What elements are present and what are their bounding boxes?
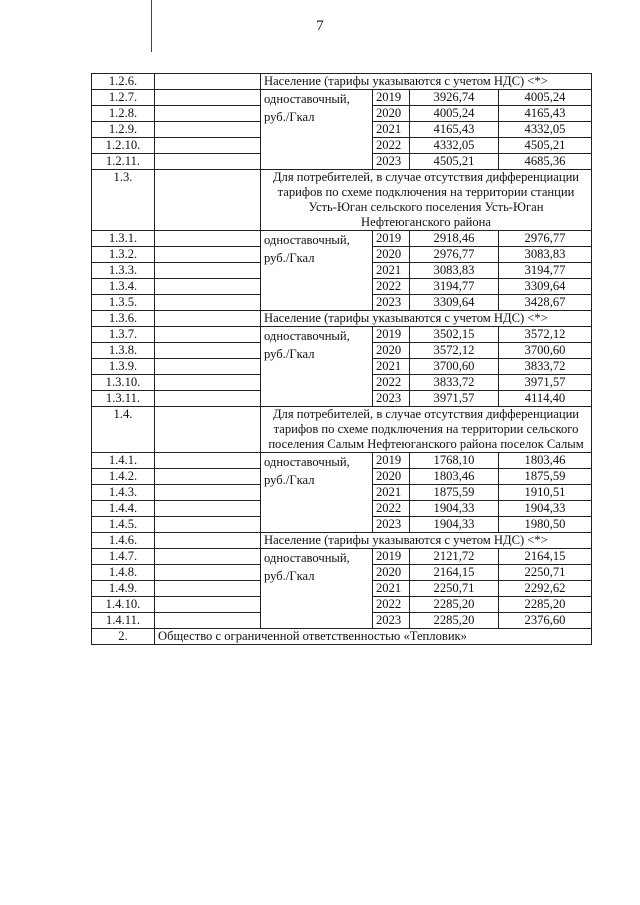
year-cell: 2022 [373, 279, 410, 295]
year-cell: 2020 [373, 343, 410, 359]
empty-cell [155, 359, 261, 375]
organization-name: Общество с ограниченной ответственностью «Тепловик» [155, 629, 592, 645]
heading-row [92, 170, 592, 231]
empty-cell [155, 517, 261, 533]
row-number: 1.3.5. [92, 295, 155, 311]
year-cell: 2019 [373, 549, 410, 565]
empty-cell [155, 549, 261, 565]
tariff-value-first-half: 1803,46 [410, 469, 499, 485]
year-cell: 2023 [373, 295, 410, 311]
year-cell: 2019 [373, 231, 410, 247]
row-number: 1.4.8. [92, 565, 155, 581]
tariff-value-first-half: 1904,33 [410, 501, 499, 517]
tariff-value-second-half: 4114,40 [499, 391, 592, 407]
tariff-value-first-half: 1768,10 [410, 453, 499, 469]
empty-cell [155, 533, 261, 549]
empty-cell [155, 247, 261, 263]
tariff-value-second-half: 1904,33 [499, 501, 592, 517]
row-number: 2. [92, 629, 155, 645]
empty-cell [155, 407, 261, 453]
year-cell: 2019 [373, 453, 410, 469]
row-number: 1.3.8. [92, 343, 155, 359]
row-number: 1.4.6. [92, 533, 155, 549]
tariff-value-first-half: 2918,46 [410, 231, 499, 247]
row-number: 1.3.4. [92, 279, 155, 295]
row-number: 1.2.8. [92, 106, 155, 122]
year-cell: 2021 [373, 581, 410, 597]
year-cell: 2023 [373, 154, 410, 170]
row-number: 1.2.11. [92, 154, 155, 170]
year-cell: 2021 [373, 485, 410, 501]
year-cell: 2023 [373, 517, 410, 533]
row-number: 1.3.11. [92, 391, 155, 407]
unit-label: одноставочный, руб./Гкал [261, 327, 373, 407]
tariff-value-first-half: 1904,33 [410, 517, 499, 533]
tariff-value-second-half: 1910,51 [499, 485, 592, 501]
tariff-row [92, 231, 592, 247]
row-number: 1.4. [92, 407, 155, 453]
row-number: 1.3.10. [92, 375, 155, 391]
tariff-value-first-half: 3926,74 [410, 90, 499, 106]
unit-label: одноставочный, руб./Гкал [261, 231, 373, 311]
tariff-value-second-half: 3700,60 [499, 343, 592, 359]
tariff-table [91, 73, 592, 645]
section-heading: Для потребителей, в случае отсутствия дифференциации тарифов по схеме подключения на территории станции Усть-Юган сельского поселения Усть-Юган Нефтеюганского района [261, 170, 592, 231]
row-number: 1.4.5. [92, 517, 155, 533]
empty-cell [155, 90, 261, 106]
row-number: 1.4.1. [92, 453, 155, 469]
row-number: 1.3.7. [92, 327, 155, 343]
year-cell: 2022 [373, 597, 410, 613]
tariff-value-second-half: 4165,43 [499, 106, 592, 122]
row-number: 1.4.7. [92, 549, 155, 565]
empty-cell [155, 343, 261, 359]
empty-cell [155, 391, 261, 407]
heading-row [92, 74, 592, 90]
empty-cell [155, 485, 261, 501]
year-cell: 2020 [373, 565, 410, 581]
tariff-row [92, 549, 592, 565]
tariff-value-first-half: 2976,77 [410, 247, 499, 263]
year-cell: 2021 [373, 263, 410, 279]
tariff-value-first-half: 2164,15 [410, 565, 499, 581]
tariff-value-first-half: 2285,20 [410, 597, 499, 613]
tariff-value-second-half: 4685,36 [499, 154, 592, 170]
tariff-value-second-half: 2292,62 [499, 581, 592, 597]
heading-row [92, 407, 592, 453]
tariff-value-first-half: 4005,24 [410, 106, 499, 122]
row-number: 1.4.10. [92, 597, 155, 613]
empty-cell [155, 74, 261, 90]
empty-cell [155, 597, 261, 613]
tariff-value-second-half: 1980,50 [499, 517, 592, 533]
unit-label: одноставочный, руб./Гкал [261, 453, 373, 533]
tariff-value-first-half: 2285,20 [410, 613, 499, 629]
empty-cell [155, 295, 261, 311]
row-number: 1.3.1. [92, 231, 155, 247]
section-heading: Население (тарифы указываются с учетом НДС) <*> [261, 74, 592, 90]
tariff-value-first-half: 1875,59 [410, 485, 499, 501]
tariff-value-first-half: 2250,71 [410, 581, 499, 597]
tariff-value-second-half: 3428,67 [499, 295, 592, 311]
empty-cell [155, 154, 261, 170]
row-number: 1.4.9. [92, 581, 155, 597]
unit-label: одноставочный, руб./Гкал [261, 549, 373, 629]
year-cell: 2022 [373, 138, 410, 154]
tariff-value-first-half: 3194,77 [410, 279, 499, 295]
empty-cell [155, 375, 261, 391]
empty-cell [155, 311, 261, 327]
tariff-value-second-half: 2976,77 [499, 231, 592, 247]
row-number: 1.3.9. [92, 359, 155, 375]
tariff-value-first-half: 3971,57 [410, 391, 499, 407]
heading-row [92, 533, 592, 549]
tariff-value-first-half: 3309,64 [410, 295, 499, 311]
tariff-row [92, 453, 592, 469]
tariff-value-second-half: 4505,21 [499, 138, 592, 154]
row-number: 1.2.9. [92, 122, 155, 138]
section-heading: Население (тарифы указываются с учетом НДС) <*> [261, 533, 592, 549]
empty-cell [155, 170, 261, 231]
tariff-value-first-half: 2121,72 [410, 549, 499, 565]
row-number: 1.3. [92, 170, 155, 231]
tariff-value-second-half: 3833,72 [499, 359, 592, 375]
row-number: 1.3.2. [92, 247, 155, 263]
tariff-value-second-half: 2376,60 [499, 613, 592, 629]
tariff-value-second-half: 1803,46 [499, 453, 592, 469]
empty-cell [155, 122, 261, 138]
empty-cell [155, 453, 261, 469]
year-cell: 2020 [373, 106, 410, 122]
organization-row [92, 629, 592, 645]
tariff-value-second-half: 1875,59 [499, 469, 592, 485]
tariff-value-first-half: 4165,43 [410, 122, 499, 138]
empty-cell [155, 501, 261, 517]
unit-label: одноставочный, руб./Гкал [261, 90, 373, 170]
empty-cell [155, 106, 261, 122]
tariff-value-first-half: 4332,05 [410, 138, 499, 154]
year-cell: 2021 [373, 122, 410, 138]
section-heading: Для потребителей, в случае отсутствия дифференциации тарифов по схеме подключения на территории сельского поселения Салым Нефтеюганского района поселок Салым [261, 407, 592, 453]
empty-cell [155, 263, 261, 279]
row-number: 1.3.6. [92, 311, 155, 327]
empty-cell [155, 327, 261, 343]
row-number: 1.2.10. [92, 138, 155, 154]
heading-row [92, 311, 592, 327]
tariff-value-first-half: 3700,60 [410, 359, 499, 375]
row-number: 1.4.2. [92, 469, 155, 485]
empty-cell [155, 279, 261, 295]
tariff-value-second-half: 3194,77 [499, 263, 592, 279]
tariff-value-first-half: 4505,21 [410, 154, 499, 170]
tariff-value-second-half: 2285,20 [499, 597, 592, 613]
year-cell: 2023 [373, 391, 410, 407]
year-cell: 2021 [373, 359, 410, 375]
empty-cell [155, 613, 261, 629]
row-number: 1.4.3. [92, 485, 155, 501]
row-number: 1.2.7. [92, 90, 155, 106]
empty-cell [155, 138, 261, 154]
tariff-value-second-half: 2250,71 [499, 565, 592, 581]
page-number: 7 [316, 18, 324, 34]
year-cell: 2023 [373, 613, 410, 629]
year-cell: 2022 [373, 375, 410, 391]
row-number: 1.4.4. [92, 501, 155, 517]
empty-cell [155, 231, 261, 247]
tariff-row [92, 90, 592, 106]
tariff-value-second-half: 3083,83 [499, 247, 592, 263]
tariff-value-second-half: 3572,12 [499, 327, 592, 343]
year-cell: 2020 [373, 469, 410, 485]
tariff-value-second-half: 4005,24 [499, 90, 592, 106]
empty-cell [155, 469, 261, 485]
tariff-value-first-half: 3502,15 [410, 327, 499, 343]
year-cell: 2020 [373, 247, 410, 263]
tariff-value-first-half: 3833,72 [410, 375, 499, 391]
row-number: 1.4.11. [92, 613, 155, 629]
tariff-value-second-half: 4332,05 [499, 122, 592, 138]
tariff-value-first-half: 3572,12 [410, 343, 499, 359]
year-cell: 2022 [373, 501, 410, 517]
tariff-row [92, 327, 592, 343]
row-number: 1.2.6. [92, 74, 155, 90]
tariff-value-first-half: 3083,83 [410, 263, 499, 279]
row-number: 1.3.3. [92, 263, 155, 279]
section-heading: Население (тарифы указываются с учетом НДС) <*> [261, 311, 592, 327]
tariff-value-second-half: 3309,64 [499, 279, 592, 295]
empty-cell [155, 565, 261, 581]
year-cell: 2019 [373, 327, 410, 343]
year-cell: 2019 [373, 90, 410, 106]
tariff-value-second-half: 3971,57 [499, 375, 592, 391]
empty-cell [155, 581, 261, 597]
tariff-value-second-half: 2164,15 [499, 549, 592, 565]
